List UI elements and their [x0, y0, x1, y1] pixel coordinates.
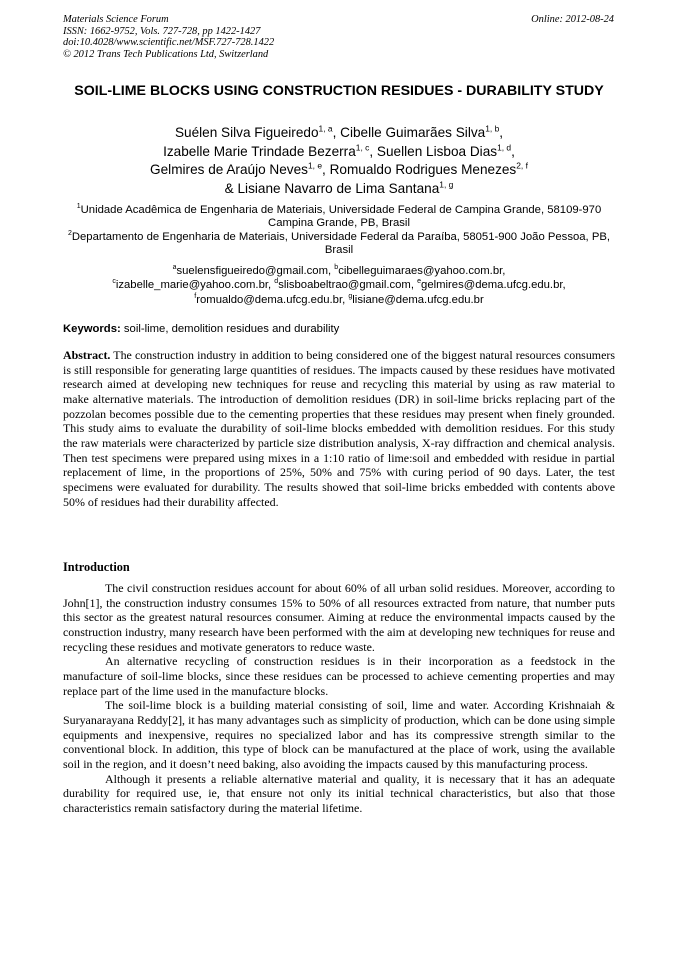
journal-name: Materials Science Forum — [63, 14, 169, 25]
email-address[interactable]: gelmires@dema.ufcg.edu.br — [421, 279, 563, 292]
introduction-body — [63, 581, 615, 816]
email-address[interactable]: cibelleguimaraes@yahoo.com.br — [338, 265, 503, 277]
email-sup: b — [334, 264, 339, 272]
email-address[interactable]: suelensfigueiredo@gmail.com — [176, 265, 328, 277]
email-separator: , — [410, 279, 418, 292]
author-name: Romualdo Rodrigues Menezes — [329, 162, 517, 177]
email-address[interactable]: romualdo@dema.ufcg.edu.br — [196, 293, 343, 306]
abstract-text: The construction industry in addition to being considered one of the biggest natural resources consumers is still responsible for generating large quantities of residues. The impacts caused by these residues have motivated research aimed at developing new techniques for reuse and recycling this material by using as raw material to make alternative materials. The introduction of demolition residues (DR) in soil-lime bricks replacing part of the pozzolan becomes possible due to the cementing properties that these residues may present when finely grounded. This study aims to evaluate the durability of soil-lime blocks embedded with demolition residues. For this study the raw materials were characterized by particle size distribution analysis, X-ray diffraction and chemical analysis. Then test specimens were prepared using mixes in a 1:10 ratio of lime:soil and embedded with residue in partial replacement of lime, in the proportions of 25%, 50% and 75% with curing period of 90 days. Later, the test specimens were evaluated for durability. The results showed that soil-lime bricks embedded with contents above 50% of residues had their durability affected. — [63, 348, 615, 509]
email-sup: g — [348, 293, 353, 301]
journal-issn: ISSN: 1662-9752, Vols. 727-728, pp 1422-1427 — [63, 25, 261, 37]
introduction-paragraph: The civil construction residues account for about 60% of all urban solid residues. Moreover, according to John[1], the construction industry consumes 15% to 50% of all resources extracted from nature, that number puts this sector as the greatest natural resources consumer. Aiming at reduce the environmental impacts caused by the construction industry, many research have been performed with the aim at developing new techniques for reuse and recycling these residues and motivate generators to reduce waste. — [63, 581, 615, 654]
email-address[interactable]: izabelle_marie@yahoo.com.br — [115, 279, 268, 292]
affiliation-text: Departamento de Engenharia de Materiais, Universidade Federal da Paraíba, 58051-900 João Pessoa, PB, Brasil — [71, 230, 611, 257]
affiliation-text: Unidade Acadêmica de Engenharia de Materiais, Universidade Federal de Campina Grande, 58109-970 Campina Grande, PB, Brasil — [80, 204, 602, 230]
abstract — [63, 348, 615, 509]
author-list — [63, 124, 615, 198]
abstract-label: Abstract. — [63, 348, 111, 362]
email-address[interactable]: lisiane@dema.ufcg.edu.br — [352, 293, 484, 306]
author-separator: , — [369, 143, 377, 159]
email-separator: , — [562, 279, 566, 292]
journal-doi: doi:10.4028/www.scientific.net/MSF.727-728.1422 — [63, 37, 275, 48]
author-name: Izabelle Marie Trindade Bezerra — [163, 143, 356, 159]
author-name: Suélen Silva Figueiredo — [174, 125, 319, 140]
keywords-text: soil-lime, demolition residues and durability — [120, 323, 340, 335]
paper-title: SOIL-LIME BLOCKS USING CONSTRUCTION RESIDUES - DURABILITY STUDY — [74, 83, 604, 99]
introduction-paragraph: An alternative recycling of construction residues is in their incorporation as a feedstock in the manufacture of soil-lime blocks, since these residues can be processed to achieve cementing properties and may replace part of the lime used in the manufacture blocks. — [63, 654, 615, 698]
author-name: Gelmires de Araújo Neves — [150, 162, 308, 177]
email-separator: , — [502, 265, 506, 277]
introduction-paragraph: The soil-lime block is a building material consisting of soil, lime and water. According Krishnaiah & Suryanarayana Reddy[2], it has many advantages such as simplicity of production, which can be done using simple equipments and inexpensive, requires no specialized labor and has its compressive strength similar to the conventional block. In addition, this type of block can be manufactured at the place of work, using the available soil in the region, and it doesn’t need baking, also avoiding the impacts caused by this manufacturing process. — [63, 698, 615, 771]
email-sup: d — [274, 278, 279, 286]
author-sup: 1, b — [485, 123, 500, 134]
author-separator: , — [322, 162, 330, 177]
email-separator: , — [342, 293, 349, 306]
email-list — [63, 264, 615, 307]
journal-copyright: © 2012 Trans Tech Publications Ltd, Switzerland — [63, 48, 269, 60]
keywords — [63, 322, 615, 336]
section-heading-introduction: Introduction — [63, 560, 130, 574]
author-separator: , — [499, 125, 504, 140]
email-separator: , — [268, 279, 275, 292]
author-sup: 1, g — [439, 178, 454, 189]
author-separator: , — [511, 143, 515, 159]
email-sup: a — [172, 264, 177, 272]
affiliation — [63, 204, 615, 231]
affiliations — [63, 204, 615, 258]
email-separator: , — [328, 265, 335, 277]
email-sup: e — [417, 278, 422, 286]
author-sup: 1, a — [318, 123, 333, 134]
keywords-label: Keywords: — [63, 323, 121, 335]
author-name: & Lisiane Navarro de Lima Santana — [224, 180, 440, 196]
author-sup: 1, d — [497, 141, 512, 152]
journal-header — [63, 14, 274, 60]
author-name: Suellen Lisboa Dias — [376, 143, 498, 159]
email-sup: f — [194, 293, 197, 301]
online-date: Online: 2012-08-24 — [531, 14, 614, 25]
email-sup: c — [112, 278, 116, 286]
author-sup: 1, e — [307, 160, 323, 171]
affiliation-sup: 1 — [76, 203, 81, 211]
introduction-paragraph: Although it presents a reliable alternative material and quality, it is necessary that it has an adequate durability for required use, ie, that ensure not only its initial technical characteristics, but also that those characteristics remain satisfactory during the material lifetime. — [63, 771, 615, 815]
email-address[interactable]: slisboabeltrao@gmail.com — [278, 279, 411, 292]
affiliation — [63, 231, 615, 258]
affiliation-sup: 2 — [67, 230, 72, 238]
author-name: Cibelle Guimarães Silva — [340, 125, 486, 140]
author-sup: 2, f — [516, 160, 528, 171]
author-sup: 1, c — [355, 141, 370, 152]
author-separator: , — [332, 125, 341, 140]
